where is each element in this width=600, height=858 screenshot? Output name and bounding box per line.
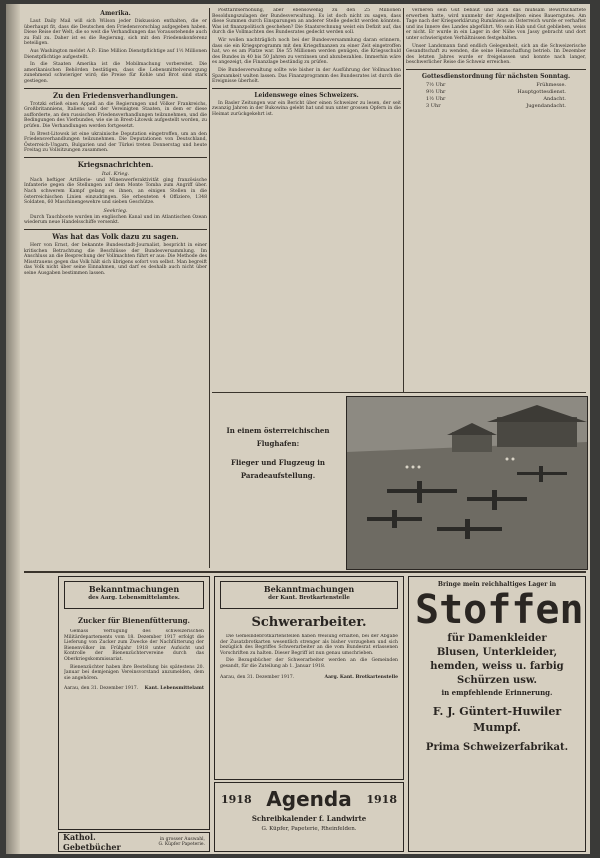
ad-lebensmittelamt-text: Gemäss Verfügung des schweizerischen Militärdepartements vom 18. Dezember 1917 erfolgt die Lieferung von Zucker zum Zwecke der Nachfütterung der Bienenvölker im Frühjahr 1918 unter Aufsicht und Kontrolle der Bienenzüchtervereine durch das Oberkriegskommissariat.	[64, 629, 204, 662]
ad-lebensmittelamt-subtitle: des Aarg. Lebensmittelamtes.	[88, 595, 180, 601]
service-event: Andacht.	[543, 95, 566, 102]
ad-lebensmittelamt-header	[64, 581, 204, 609]
ad-stoffen-line4: Schürzen usw.	[457, 675, 537, 686]
ad-gebetbuecher	[58, 832, 210, 852]
services-list	[406, 82, 586, 110]
ad-lebensmittelamt-heading: Zucker für Bienenfütterung.	[78, 616, 190, 625]
right-top-text: verlieren sein Gut bebaut und auch das mühsam Bewirtschaftete erwerben hatte, wird nunmehr der Angestellten eines Bauerngutes. Am Tage nach der Kriegserklärung Rumäniens an Österreich wurde er verhaftet und ins Innere des Landes abgeführt. Wo sein Hab und Gut geblieben, weiss er nicht. Er wurde in ein Lager in der Nähe von Jassy gebracht und dort unter schwierigsten Verhältnissen festgehalten.	[406, 8, 586, 41]
ad-gebetbuecher-right: in grosser Auswahl, G. Küpfer Papeterie.	[158, 837, 205, 847]
service-time: 1½ Uhr	[426, 95, 446, 102]
service-time: 7½ Uhr	[426, 81, 446, 88]
ad-agenda	[214, 782, 404, 852]
peace-text-2: In Brest-Litowsk ist eine ukrainische Deputation eingetroffen, um an den Friedensverhandlungen teilzunehmen. Die Deputationen von Deutschland, Österreich-Ungarn, Bulgarien und der Türkei treten Donnerstag und heute Freitag zu Vollsitzungen zusammen.	[24, 131, 207, 154]
right-column	[406, 8, 586, 393]
ads-rule	[24, 571, 586, 573]
people-text: Herr von Ernst, der bekannte Bundesstadt-Journalist, bespricht in einer kritischen Betrachtung die Beschlüsse der Bundesversammlung. Im Anschluss an die Besprechung der Vollmachten führt er aus: Die Methode des Misstrauens gegen das Volk hält sich übrigens sofort von selbst. Man begreift das Volk nicht über seine Einnahmen, und darf es deshalb auch nicht über seine Ausgaben bestimmen lassen.	[24, 243, 207, 276]
airfield-photo	[346, 396, 588, 570]
war-text: Nach heftiger Artillerie- und Minenwerferaktivität ging französische Infanterie gegen die Stellungen auf dem Monte Tomba zum Angriff über. Nach schwerem Kampf gelang es ihnen, an einigen Stellen in die österreichischen Linien einzudringen. Sie erbeuteten 4 Offiziere, 1348 Soldaten, 60 Maschinengewehre und sieben Geschütze.	[24, 177, 207, 206]
middle-mid-text: Wir wollen nachträglich noch bei der Bundesversammlung daran erinnern, dass sie ein Kriegsprogramm mit den Kriegsfinanzen zu einer Zeit eingetroffen hat, wo es am Platze war. Die 55 Millionen werden genügen, die Kriegsschuld des Bundes in 40 bis 50 Jahren zu verzinsen und abzubezahlen. Immerhin wäre es angezeigt, die Finanzlage beständig zu prüfen.	[212, 37, 401, 66]
ad-stoffen-line2: Blusen, Unterkleider,	[436, 647, 558, 658]
ad-stoffen-title: Stoffen	[415, 587, 584, 633]
service-time: 3 Uhr	[426, 102, 441, 109]
sea-front: Seekrieg.	[103, 207, 128, 214]
right-top-text-2: Unser Landsmann fand endlich Gelegenheit, sich an die Schweizerische Gesandtschaft zu wenden, die seine Heimschaffung betrieb. Im Dezember des letzten Jahres wurde er freigelassen und konnte nach langer, beschwerlicher Reise die Schweiz erreichen.	[406, 43, 586, 66]
photo-caption-1: In einem österreichischen Flughafen:	[226, 426, 330, 448]
airfield-illustration	[347, 397, 587, 569]
column-rule	[403, 8, 404, 393]
service-row	[426, 82, 566, 89]
ad-stoffen-line3: hemden, weiss u. farbig	[430, 661, 564, 672]
service-event: Frühmesse.	[536, 81, 566, 88]
war-heading: Kriegsnachrichten.	[77, 159, 154, 169]
ad-lebensmittelamt-signer: Kant. Lebensmittelamt	[144, 686, 204, 692]
ad-stoffen-merchant: F. J. Güntert-Huwiler	[432, 705, 562, 718]
ad-brotkartenstelle-text: Die Gemeindebrotkartenstellen haben Weisung erhalten, bei der Abgabe der Zusatzbrotkarten wesentlich strenger als bisher vorzugehen und sich bezüglich des Begriffes Schwerarbeiter an die vom Bundesrat erlassenen Vorschriften zu halten. Dieser Begriff ist nun genau umschrieben.	[220, 634, 398, 656]
ad-brotkartenstelle-signer: Aarg. Kant. Brotkartenstelle	[324, 674, 398, 680]
service-event: Hauptgottesdienst.	[517, 88, 566, 95]
ad-brotkartenstelle-subtitle: der Kant. Brotkartenstelle	[268, 595, 350, 601]
ad-brotkartenstelle	[214, 576, 404, 780]
ad-gebetbuecher-left: Kathol. Gebetbücher	[63, 832, 121, 852]
ad-brotkartenstelle-title: Bekanntmachungen	[263, 584, 355, 594]
middle-top-text: Posttarifserhöhung, aber ebensowenig zu den 25 Millionen Besoldungszulagen der Bundesverwaltung. Es ist doch nicht zu sagen, dass diese Summen durch Einsparungen an anderer Stelle gedeckt werden könnten. Was ist finanzpolitisch geschehen? Die Staatsrechnung weist ein Defizit auf, das durch die Vollmachten des Bundesrates gedeckt werden soll.	[212, 8, 401, 36]
ad-brotkartenstelle-text-2: Die Bezugsbücher der Schwerarbeiter werden an die Gemeinden gesandt, für die Zuteilung ab 1. Januar 1918.	[220, 658, 398, 669]
ad-stoffen-footer: Prima Schweizerfabrikat.	[425, 742, 569, 753]
sea-text: Durch Tauchboote wurden im englischen Kanal und im Atlantischen Ozean wiederum neue Handelsschiffe versenkt.	[24, 214, 207, 226]
people-heading: Was hat das Volk dazu zu sagen.	[52, 232, 179, 242]
photo-caption	[218, 424, 338, 564]
ad-brotkartenstelle-heading: Schwerarbeiter.	[251, 615, 367, 630]
peace-text: Trotzki erließ einen Appell an die Regierungen und Völker Frankreichs, Großbritanniens, Italiens und der Vereinigten Staaten, in dem er diese aufforderte, an den russischen Friedensverhandlungen teilzunehmen, und die Bedingungen des Vierbundes, wie sie in Brest-Litowsk aufgestellt worden, zu prüfen. Die Verhandlungen werden fortgesetzt.	[24, 101, 207, 129]
ad-stoffen-line1: für Damenkleider	[447, 633, 547, 644]
service-row	[426, 89, 566, 96]
ad-stoffen-headline: Bringe mein reichhaltiges Lager in	[437, 581, 557, 588]
service-row	[426, 103, 566, 110]
loan-lead: Aus Washington meldet A.P.: Eine Million Dienstpflichtige auf 1½ Millionen Dienstpflichtige aufgestellt.	[24, 48, 207, 60]
america-heading: Amerika.	[100, 10, 131, 17]
ad-stoffen	[408, 576, 586, 852]
middle-column	[212, 8, 401, 388]
ad-lebensmittelamt-title: Bekanntmachungen	[88, 584, 180, 594]
emigrant-heading: Leidenswege eines Schweizers.	[254, 91, 359, 99]
service-event: Jugendandacht.	[526, 102, 566, 109]
ad-agenda-title: Agenda	[266, 787, 352, 811]
ad-agenda-subtitle: Schreibkalender f. Landwirte	[251, 814, 367, 823]
ad-lebensmittelamt	[58, 576, 210, 830]
emigrant-text: In Basler Zeitungen war ein Bericht über einen Schweizer zu lesen, der seit zwanzig Jahren in der Bukowina gelebt hat und nun unter grossen Opfern in die Heimat zurückgekehrt ist.	[212, 100, 401, 117]
peace-heading: Zu den Friedensverhandlungen.	[52, 90, 179, 100]
ad-brotkartenstelle-header	[220, 581, 398, 609]
war-front: Ital. Krieg.	[101, 170, 130, 177]
america-text: Laut Daily Mail will sich Wilson jeder Diskussion enthalten, die er überhaupt fit, dass die Deutschen den Friedensvorschlag aufgegeben haben. Diese Reise der Welt, die so weit die Verhandlungen das Vorausstehende auch zu Fall zu. Daher ist es die Regierung, sich mit den Friedenskonferenz beteiligen.	[24, 19, 207, 47]
ad-lebensmittelamt-text-2: Bienenzüchter haben ihre Bestellung bis spätestens 20. Januar bei demjenigen Vereinsvorstand anzumelden, dem sie angehören.	[64, 664, 204, 681]
ad-stoffen-line5: in empfehlende Erinnerung.	[441, 688, 553, 697]
ad-brotkartenstelle-signoff: Aarau, den 31. Dezember 1917.	[220, 674, 295, 680]
middle-mid-text-2: Die Bundesverwaltung sollte wie bisher in der Ausführung der Vollmachten Sparsamkeit walten lassen. Das Finanzprogramm des Bundesrates ist durch die Ereignisse überholt.	[212, 67, 401, 85]
photo-rule	[212, 392, 586, 393]
ad-stoffen-place: Mumpf.	[473, 721, 521, 734]
service-row	[426, 96, 566, 103]
ad-lebensmittelamt-signoff: Aarau, den 31. Dezember 1917.	[64, 686, 139, 692]
ad-agenda-seller: G. Küpfer, Papeterie, Rheinfelden.	[261, 826, 357, 832]
ad-agenda-year-left: 1918	[221, 792, 252, 806]
loan-text: In die Staaten Amerika ist die Mobilmachung vorbereitet. Die amerikanischen Behörden bestätigen, dass die Lebensmittelversorgung zunehmend schwieriger wird; die Preise für Kohle und Brot sind stark gestiegen.	[24, 62, 207, 84]
service-time: 9½ Uhr	[426, 88, 446, 95]
column-rule	[209, 8, 210, 568]
left-column	[24, 8, 207, 566]
services-heading: Gottesdienstordnung für nächsten Sonntag.	[421, 72, 571, 80]
binding-edge	[6, 4, 20, 854]
ad-agenda-year-right: 1918	[366, 792, 397, 806]
newspaper-page	[6, 4, 590, 854]
photo-caption-2: Flieger und Flugzeug in Paradeaufstellung.	[231, 458, 325, 480]
